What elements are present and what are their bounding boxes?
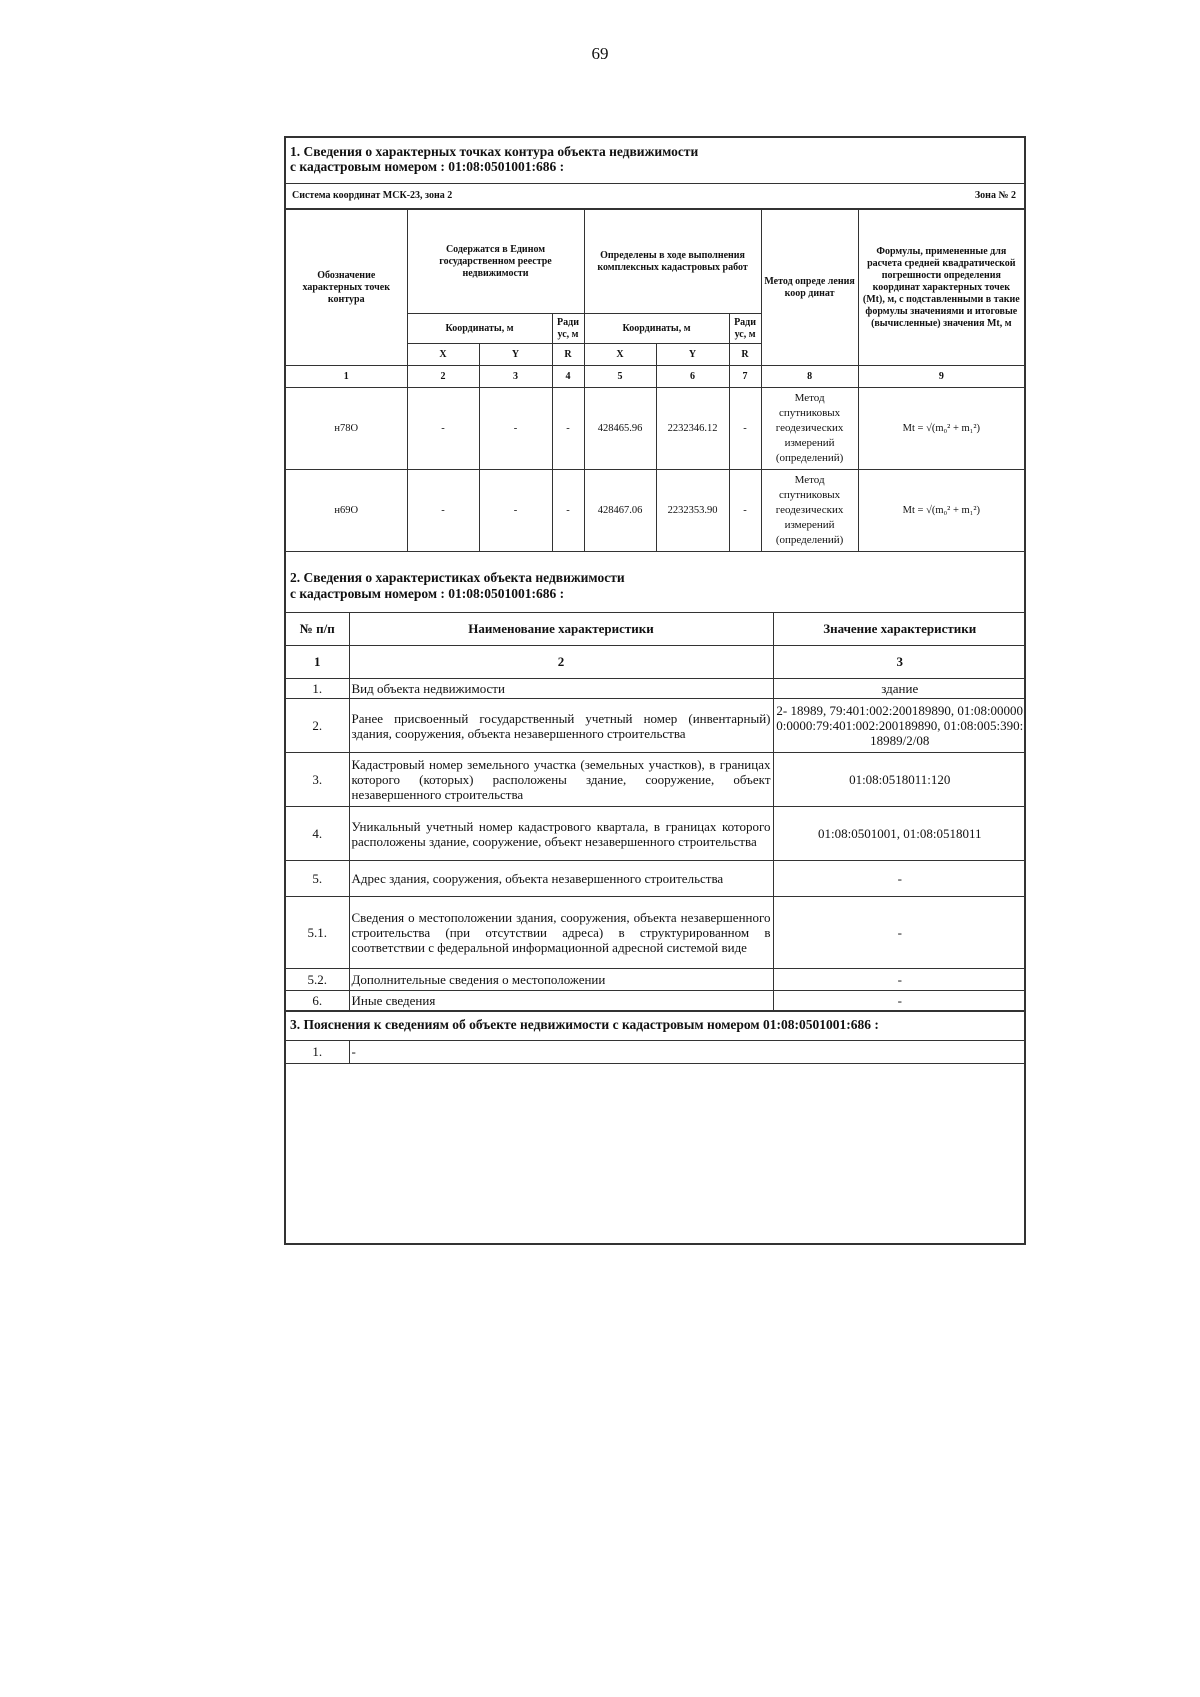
cell-formula: Mt = √(m₀² + m₁²) [858, 470, 1024, 552]
row-num: 5. [286, 861, 349, 897]
header-radius-kkr: Ради ус, м [729, 314, 761, 344]
cell-y-egrn: - [479, 470, 552, 552]
explanations-table [286, 1041, 1026, 1064]
col-number: 2 [407, 366, 479, 388]
header-value: Значение характеристики [773, 613, 1026, 646]
row-value: - [773, 969, 1026, 991]
page-number: 69 [591, 44, 609, 63]
cell-y-kkr: 2232353.90 [656, 470, 729, 552]
table-row [286, 897, 1026, 969]
header-x-egrn: X [407, 344, 479, 366]
section1-title-line2: с кадастровым номером : 01:08:0501001:686 : [290, 159, 565, 174]
section2-title-line2: с кадастровым номером : 01:08:0501001:686 : [290, 586, 565, 601]
cell-r-egrn: - [552, 470, 584, 552]
col-number: 3 [479, 366, 552, 388]
row-num: 1. [286, 1041, 349, 1064]
header-y-kkr: Y [656, 344, 729, 366]
coord-system-row [286, 184, 1024, 209]
header-egrn-group: Содержатся в Едином государственном реестре недвижимости [407, 210, 584, 314]
row-num: 4. [286, 807, 349, 861]
table-row [286, 679, 1026, 699]
table-row [286, 388, 1024, 470]
row-value: здание [773, 679, 1026, 699]
table-row [286, 753, 1026, 807]
section1-title-line1: 1. Сведения о характерных точках контура объекта недвижимости [290, 144, 699, 159]
cell-r-kkr: - [729, 470, 761, 552]
section1-title [286, 138, 1024, 184]
characteristics-table [286, 612, 1026, 1011]
header-kkr-group: Определены в ходе выполнения комплексных кадастровых работ [584, 210, 761, 314]
header-num: № п/п [286, 613, 349, 646]
points-table [286, 209, 1024, 552]
cell-formula: Mt = √(m₀² + m₁²) [858, 388, 1024, 470]
table-row [286, 807, 1026, 861]
row-num: 5.2. [286, 969, 349, 991]
table-row [286, 699, 1026, 753]
header-coords-egrn: Координаты, м [407, 314, 552, 344]
row-value: 2- 18989, 79:401:002:200189890, 01:08:000000:0000:79:401:002:200189890, 01:08:005:390:18989/2/08 [773, 699, 1026, 753]
row-num: 5.1. [286, 897, 349, 969]
row-num: 3. [286, 753, 349, 807]
header-formula: Формулы, примененные для расчета средней квадратической погрешности определения координат характерных точек (Mt), м, с подставленными в такие формулы значениями и итоговые (вычисленные) значения Mt, м [858, 210, 1024, 366]
table-row [286, 861, 1026, 897]
col-number: 7 [729, 366, 761, 388]
row-name: Вид объекта недвижимости [349, 679, 773, 699]
header-point-designation: Обозначение характерных точек контура [286, 210, 407, 366]
cell-x-kkr: 428465.96 [584, 388, 656, 470]
row-value: - [773, 897, 1026, 969]
column-numbers-row [286, 366, 1024, 388]
table-row [286, 969, 1026, 991]
header-radius-egrn: Ради ус, м [552, 314, 584, 344]
row-value: 01:08:0518011:120 [773, 753, 1026, 807]
row-text: - [349, 1041, 1026, 1064]
header-r-kkr: R [729, 344, 761, 366]
cell-x-egrn: - [407, 388, 479, 470]
section2-title-line1: 2. Сведения о характеристиках объекта недвижимости [290, 570, 625, 585]
point-name: н78О [286, 388, 407, 470]
cell-r-egrn: - [552, 388, 584, 470]
section3-title: 3. Пояснения к сведениям об объекте недвижимости с кадастровым номером 01:08:0501001:686 : [286, 1011, 1024, 1041]
row-num: 2. [286, 699, 349, 753]
row-value: 01:08:0501001, 01:08:0518011 [773, 807, 1026, 861]
col-number: 8 [761, 366, 858, 388]
col-number: 1 [286, 366, 407, 388]
col-number: 9 [858, 366, 1024, 388]
header-x-kkr: X [584, 344, 656, 366]
row-name: Ранее присвоенный государственный учетный номер (инвентарный) здания, сооружения, объекта незавершенного строительства [349, 699, 773, 753]
row-name: Сведения о местоположении здания, сооружения, объекта незавершенного строительства (при отсутствии адреса) в структурированном в соответствии с федеральной информационной адресной системой виде [349, 897, 773, 969]
col-number: 3 [773, 646, 1026, 679]
col-number: 1 [286, 646, 349, 679]
header-method: Метод опреде ления коор динат [761, 210, 858, 366]
zone-label: Зона № 2 [974, 190, 1016, 201]
document-frame [284, 136, 1026, 1245]
row-num: 6. [286, 991, 349, 1011]
row-num: 1. [286, 679, 349, 699]
cell-method: Метод спутниковых геодезических измерений (определений) [761, 470, 858, 552]
section2-title [286, 552, 1024, 612]
table-row [286, 1041, 1026, 1064]
row-name: Уникальный учетный номер кадастрового квартала, в границах которого расположены здание, сооружение, объект незавершенного строительства [349, 807, 773, 861]
cell-method: Метод спутниковых геодезических измерений (определений) [761, 388, 858, 470]
cell-r-kkr: - [729, 388, 761, 470]
cell-x-egrn: - [407, 470, 479, 552]
cell-y-kkr: 2232346.12 [656, 388, 729, 470]
point-name: н69О [286, 470, 407, 552]
table-row [286, 470, 1024, 552]
col-number: 2 [349, 646, 773, 679]
row-value: - [773, 991, 1026, 1011]
row-name: Кадастровый номер земельного участка (земельных участков), в границах которого (которых) расположены здание, сооружение, объект незавершенного строительства [349, 753, 773, 807]
table-row [286, 991, 1026, 1011]
header-coords-kkr: Координаты, м [584, 314, 729, 344]
col-number: 6 [656, 366, 729, 388]
cell-y-egrn: - [479, 388, 552, 470]
cell-x-kkr: 428467.06 [584, 470, 656, 552]
col-number: 5 [584, 366, 656, 388]
header-name: Наименование характеристики [349, 613, 773, 646]
header-r-egrn: R [552, 344, 584, 366]
row-value: - [773, 861, 1026, 897]
col-number: 4 [552, 366, 584, 388]
header-y-egrn: Y [479, 344, 552, 366]
row-name: Адрес здания, сооружения, объекта незавершенного строительства [349, 861, 773, 897]
coord-system-label: Система координат МСК-23, зона 2 [292, 190, 453, 201]
row-name: Иные сведения [349, 991, 773, 1011]
row-name: Дополнительные сведения о местоположении [349, 969, 773, 991]
